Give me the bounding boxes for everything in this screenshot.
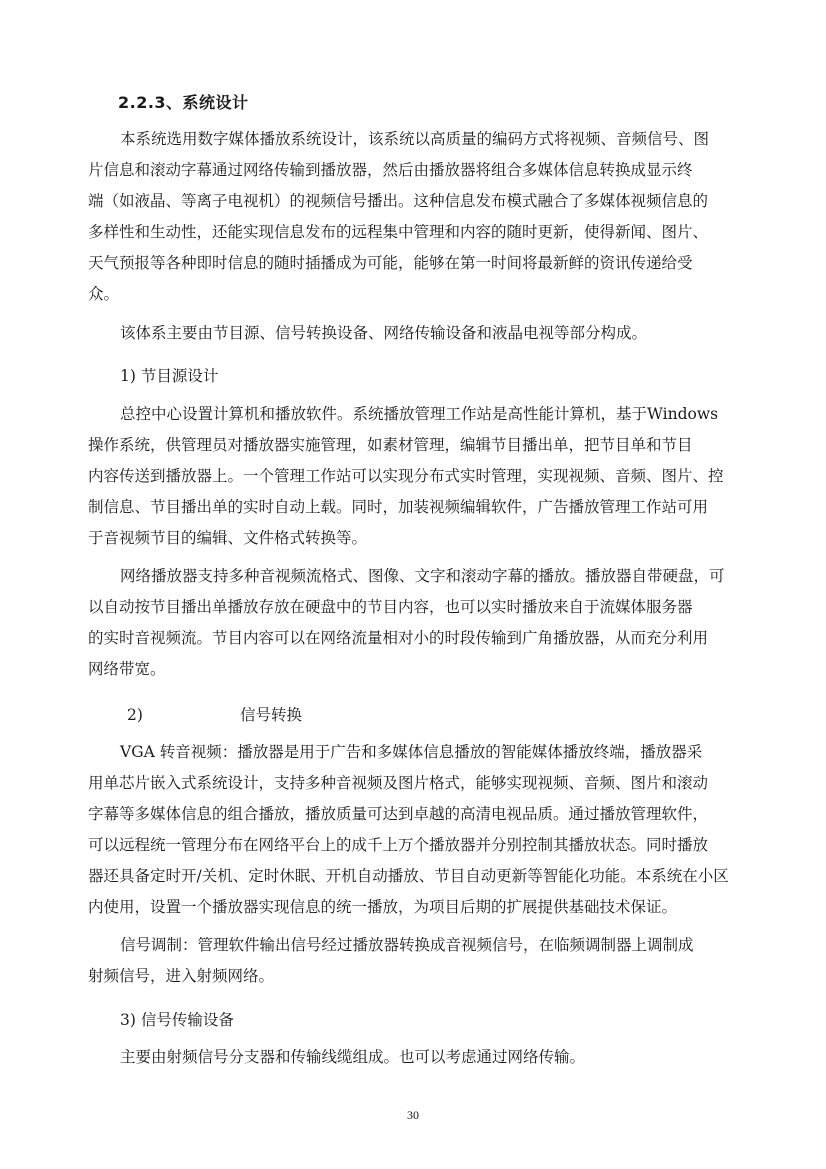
para1-line-6: 众。 [88,285,120,303]
para7-line-1: 主要由射频信号分支器和传输线缆组成。也可以考虑通过网络传输。 [120,1048,586,1066]
para5-line-4: 可以远程统一管理分布在网络平台上的成千上万个播放器并分别控制其播放状态。同时播放 [88,836,709,854]
para3-line-5: 于音视频节目的编辑、文件格式转换等。 [88,529,368,547]
para1-line-1: 本系统选用数字媒体播放系统设计，该系统以高质量的编码方式将视频、音频信号、图 [120,130,710,148]
para3-line-2: 操作系统，供管理员对播放器实施管理，如素材管理，编辑节目播出单，把节目单和节目 [88,436,693,454]
subheading-number-2: 2) [127,706,143,724]
para6-line-2: 射频信号，进入射频网络。 [88,967,275,985]
para5-line-2: 用单芯片嵌入式系统设计，支持多种音视频及图片格式，能够实现视频、音频、图片和滚动 [88,774,709,792]
para6-line-1: 信号调制：管理软件输出信号经过播放器转换成音视频信号，在临频调制器上调制成 [120,936,694,954]
para4-line-3: 的实时音视频流。节目内容可以在网络流量相对小的时段传输到广角播放器，从而充分利用 [88,629,709,647]
para3-line-4: 制信息、节目播出单的实时自动上载。同时，加装视频编辑软件，广告播放管理工作站可用 [88,498,709,516]
para4-line-1: 网络播放器支持多种音视频流格式、图像、文字和滚动字幕的播放。播放器自带硬盘，可 [120,567,725,585]
subheading-signal-conversion: 信号转换 [240,706,303,724]
para4-line-4: 网络带宽。 [88,660,166,678]
para1-line-3: 端（如液晶、等离子电视机）的视频信号播出。这种信息发布模式融合了多媒体视频信息的 [88,192,709,210]
para5-line-5: 器还具备定时开/关机、定时休眠、开机自动播放、节目自动更新等智能化功能。本系统在小区 [88,867,729,885]
para5-line-3: 字幕等多媒体信息的组合播放，播放质量可达到卓越的高清电视品质。通过播放管理软件， [88,805,709,823]
para3-line-1: 总控中心设置计算机和播放软件。系统播放管理工作站是高性能计算机，基于Windows [120,405,719,423]
section-heading: 2.2.3、系统设计 [118,93,249,112]
para3-line-3: 内容传送到播放器上。一个管理工作站可以实现分布式实时管理，实现视频、音频、图片、控 [88,467,724,485]
para5-line-6: 内使用，设置一个播放器实现信息的统一播放，为项目后期的扩展提供基础技术保证。 [88,898,678,916]
para2-line-1: 该体系主要由节目源、信号转换设备、网络传输设备和液晶电视等部分构成。 [120,324,648,342]
para5-line-1: VGA 转音视频：播放器是用于广告和多媒体信息播放的智能媒体播放终端，播放器采 [120,743,703,761]
page-number: 30 [407,1108,419,1122]
para4-line-2: 以自动按节目播出单播放存放在硬盘中的节目内容，也可以实时播放来自于流媒体服务器 [88,598,693,616]
para1-line-2: 片信息和滚动字幕通过网络传输到播放器，然后由播放器将组合多媒体信息转换成显示终 [88,161,693,179]
subheading-program-source: 1) 节目源设计 [120,367,219,385]
para1-line-4: 多样性和生动性，还能实现信息发布的远程集中管理和内容的随时更新，使得新闻、图片、 [88,223,709,241]
para1-line-5: 天气预报等各种即时信息的随时插播成为可能，能够在第一时间将最新鲜的资讯传递给受 [88,254,693,272]
subheading-signal-transmission: 3) 信号传输设备 [120,1011,234,1029]
